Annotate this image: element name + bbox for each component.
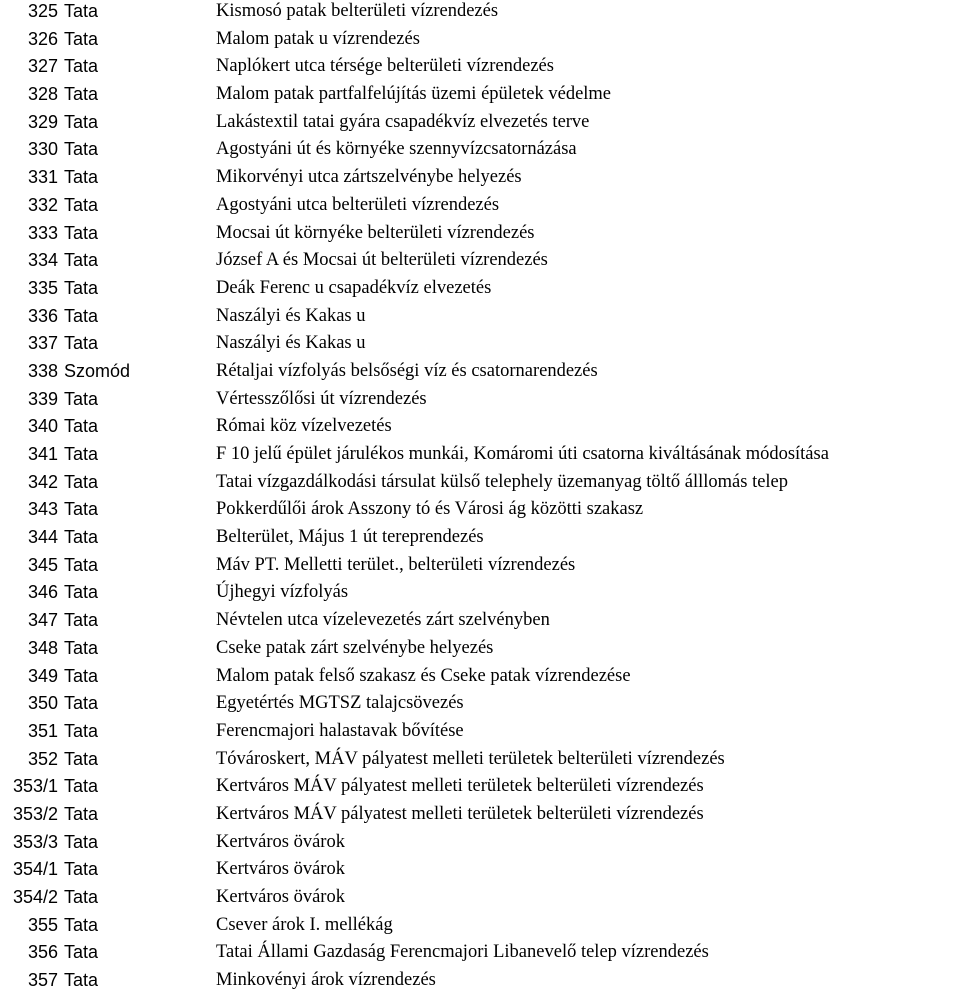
item-location: Tata [64,1,99,21]
list-item [0,967,960,995]
list-item [0,247,960,275]
item-number: 354/2 [12,887,58,907]
list-item [0,939,960,967]
item-number: 327 [27,56,58,77]
list-item [0,718,960,746]
item-description: Kertváros övárok [216,887,345,907]
item-description: Agostyáni utca belterületi vízrendezés [216,194,500,215]
list-item [0,746,960,774]
item-description: Kertváros MÁV pályatest melleti területek belterületi vízrendezés [216,803,704,824]
item-number: 326 [27,28,58,49]
item-number: 353/2 [12,803,58,824]
item-number: 353/1 [12,776,58,797]
list-item [0,109,960,137]
item-number: 357 [27,970,58,991]
list-item [0,358,960,386]
list-item [0,552,960,580]
item-number: 331 [27,167,58,188]
item-location: Tata [64,942,99,963]
item-location: Tata [64,388,99,409]
item-location: Tata [64,194,99,215]
list-item [0,0,960,26]
item-location: Tata [64,970,99,991]
item-description: Ferencmajori halastavak bővítése [216,720,464,741]
item-number: 338 [27,360,58,381]
item-number: 345 [27,554,58,575]
item-description: Névtelen utca vízelevezetés zárt szelvényben [216,610,550,631]
item-description: Naszályi és Kakas u [216,333,366,354]
list-item [0,386,960,414]
item-location: Tata [64,333,99,354]
item-description: Tatai Állami Gazdaság Ferencmajori Libanevelő telep vízrendezés [216,942,709,963]
item-location: Tata [64,914,99,935]
item-number: 354/1 [12,859,58,880]
item-location: Tata [64,637,99,658]
item-description: Kismosó patak belterületi vízrendezés [216,1,499,21]
item-description: F 10 jelű épület járulékos munkái, Komáromi úti csatorna kiváltásának módosítása [216,444,829,464]
list-item [0,801,960,829]
item-description: Vértesszőlősi út vízrendezés [216,388,427,409]
list-item [0,663,960,691]
item-description: Tatai vízgazdálkodási társulat külső telephely üzemanyag töltő álllomás telep [216,471,789,492]
item-number: 349 [27,665,58,686]
list-item [0,413,960,441]
list-item [0,275,960,303]
item-location: Tata [64,665,99,686]
item-number: 348 [27,637,58,658]
item-location: Tata [64,748,99,769]
list-item [0,192,960,220]
list-item [0,884,960,912]
item-location: Tata [64,776,99,797]
item-description: Lakástextil tatai gyára csapadékvíz elvezetés terve [216,111,590,132]
list-item [0,635,960,663]
item-number: 325 [27,1,58,21]
item-description: Máv PT. Melletti terület., belterületi vízrendezés [216,554,576,575]
item-number: 352 [27,748,58,769]
item-location: Tata [64,527,99,548]
item-location: Tata [64,250,99,271]
item-number: 329 [27,111,58,132]
list-item [0,164,960,192]
item-location: Tata [64,84,99,105]
item-description: Egyetértés MGTSZ talajcsövezés [216,693,464,714]
list-item [0,829,960,857]
item-location: Tata [64,56,99,77]
item-description: Cseke patak zárt szelvénybe helyezés [216,637,494,658]
item-description: Mikorvényi utca zártszelvénybe helyezés [216,167,522,188]
item-number: 353/3 [12,831,58,852]
list-item [0,469,960,497]
list-item [0,690,960,718]
list-item [0,441,960,469]
list-item [0,220,960,248]
item-number: 336 [27,305,58,326]
item-description: Malom patak partfalfelújítás üzemi épületek védelme [216,84,612,105]
item-location: Tata [64,111,99,132]
item-location: Tata [64,859,99,880]
item-location: Tata [64,277,99,298]
item-description: Kertváros MÁV pályatest melleti területek belterületi vízrendezés [216,776,704,797]
item-description: Tóvároskert, MÁV pályatest melleti területek belterületi vízrendezés [216,748,725,769]
item-number: 341 [27,444,58,464]
item-description: Agostyáni út és környéke szennyvízcsatornázása [216,139,577,160]
list-item [0,303,960,331]
item-number: 343 [27,499,58,520]
item-location: Tata [64,471,99,492]
item-number: 333 [27,222,58,243]
item-number: 335 [27,277,58,298]
item-description: Naplókert utca térsége belterületi vízrendezés [216,56,554,77]
list-item [0,579,960,607]
item-number: 355 [27,914,58,935]
item-location: Tata [64,167,99,188]
item-number: 346 [27,582,58,603]
list-item [0,136,960,164]
item-location: Szomód [64,360,131,381]
item-description: Minkovényi árok vízrendezés [216,970,436,991]
list-item [0,607,960,635]
list-item [0,496,960,524]
item-location: Tata [64,499,99,520]
item-location: Tata [64,444,99,464]
item-description: Malom patak felső szakasz és Cseke patak vízrendezése [216,665,631,686]
item-description: Római köz vízelvezetés [216,416,392,437]
item-description: József A és Mocsai út belterületi vízrendezés [216,250,548,271]
item-location: Tata [64,610,99,631]
list-item [0,53,960,81]
list-item [0,81,960,109]
list-item [0,524,960,552]
list-item [0,330,960,358]
item-number: 351 [27,720,58,741]
item-location: Tata [64,831,99,852]
item-description: Rétaljai vízfolyás belsőségi víz és csatornarendezés [216,360,598,381]
item-description: Deák Ferenc u csapadékvíz elvezetés [216,277,492,298]
item-description: Csever árok I. mellékág [216,914,393,935]
item-number: 342 [27,471,58,492]
item-location: Tata [64,416,99,437]
item-description: Belterület, Május 1 út tereprendezés [216,527,484,548]
list-item [0,912,960,940]
item-location: Tata [64,803,99,824]
list-item [0,773,960,801]
item-number: 337 [27,333,58,354]
item-number: 328 [27,84,58,105]
item-number: 332 [27,194,58,215]
item-number: 347 [27,610,58,631]
item-description: Mocsai út környéke belterületi vízrendezés [216,222,535,243]
item-number: 339 [27,388,58,409]
item-description: Kertváros övárok [216,831,345,852]
item-location: Tata [64,222,99,243]
item-location: Tata [64,28,99,49]
item-location: Tata [64,887,99,907]
item-location: Tata [64,305,99,326]
item-location: Tata [64,554,99,575]
item-number: 344 [27,527,58,548]
item-location: Tata [64,720,99,741]
item-number: 350 [27,693,58,714]
item-number: 356 [27,942,58,963]
item-description: Naszályi és Kakas u [216,305,366,326]
item-location: Tata [64,693,99,714]
list-item [0,856,960,884]
item-number: 340 [27,416,58,437]
item-description: Malom patak u vízrendezés [216,28,420,49]
item-number: 330 [27,139,58,160]
item-number: 334 [27,250,58,271]
item-description: Újhegyi vízfolyás [216,582,349,603]
item-description: Pokkerdűlői árok Asszony tó és Városi ág közötti szakasz [216,499,644,520]
item-description: Kertváros övárok [216,859,345,880]
item-location: Tata [64,582,99,603]
item-location: Tata [64,139,99,160]
list-item [0,26,960,54]
